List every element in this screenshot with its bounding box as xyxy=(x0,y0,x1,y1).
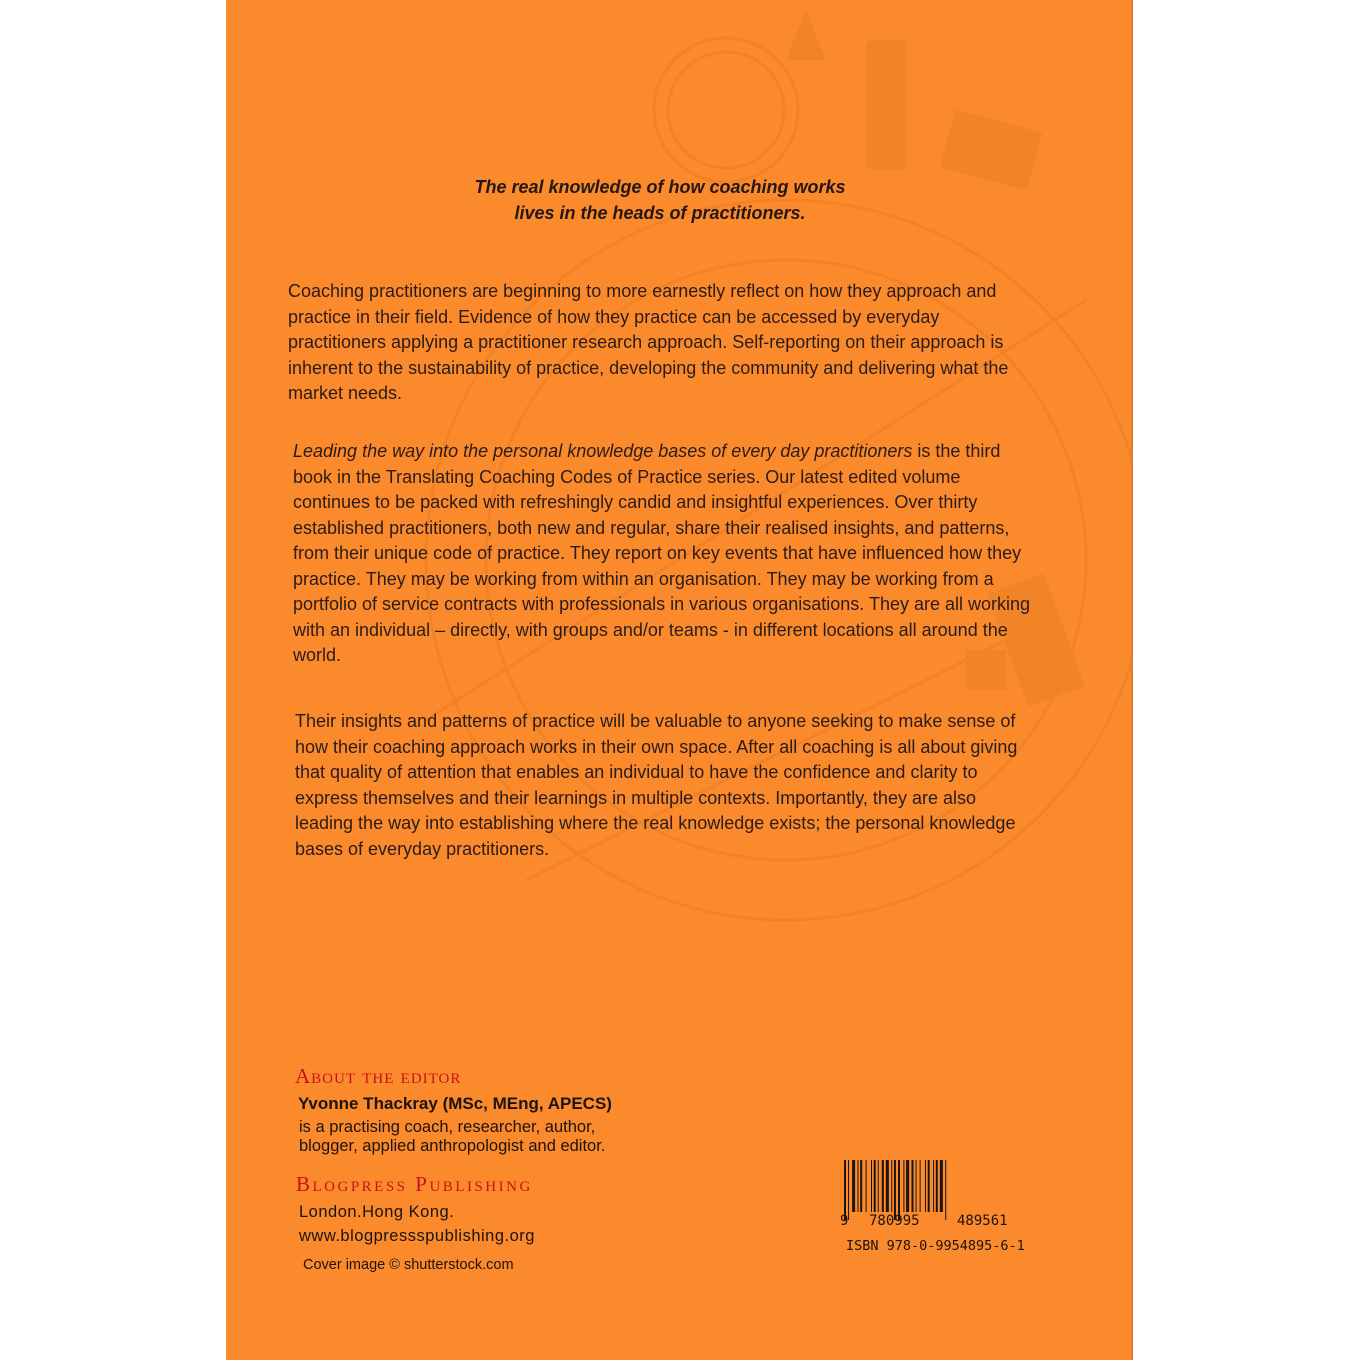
editor-description-line-1: is a practising coach, researcher, author, xyxy=(299,1118,596,1136)
barcode-bar xyxy=(848,1160,849,1220)
barcode-group-2: 489561 xyxy=(957,1213,1008,1229)
barcode-bar xyxy=(858,1160,859,1212)
cover-edge xyxy=(1131,0,1133,1360)
barcode-bar xyxy=(871,1160,872,1212)
barcode-bar xyxy=(945,1160,946,1220)
isbn-number: ISBN 978-0-9954895-6-1 xyxy=(846,1238,1025,1254)
barcode-bar xyxy=(866,1160,867,1212)
barcode-bar xyxy=(936,1160,938,1212)
barcode-lead-digit: 9 xyxy=(840,1213,849,1229)
barcode-bar xyxy=(894,1160,896,1220)
barcode-bar xyxy=(920,1160,921,1212)
barcode-bar xyxy=(916,1160,917,1212)
publisher-cities: London.Hong Kong. xyxy=(299,1203,455,1221)
publisher-name: Blogpress Publishing xyxy=(296,1172,533,1196)
barcode-bar xyxy=(903,1160,904,1212)
body-paragraph-3: Their insights and patterns of practice will be valuable to anyone seeking to make sense of how their coaching approach works in their own space. After all coaching is all about giving that quality of attention that enables an individual to have the confidence and clarity to express themselves and their learnings in multiple contexts. Importantly, they are also leading the way into establishing where the real knowledge exists; the personal knowledge bases of everyday practitioners. xyxy=(295,711,1018,859)
tagline-line-1: The real knowledge of how coaching works xyxy=(474,177,846,197)
barcode-bar xyxy=(860,1160,862,1212)
barcode-bar xyxy=(874,1160,876,1212)
barcode-bar xyxy=(933,1160,934,1212)
barcode-bar xyxy=(928,1160,930,1212)
tagline xyxy=(366,174,954,226)
barcode-bar xyxy=(882,1160,884,1212)
body-paragraph-2 xyxy=(293,439,1033,669)
barcode-bar xyxy=(844,1160,846,1220)
body-paragraph-1: Coaching practitioners are beginning to more earnestly reflect on how they approach and practice in their field. Evidence of how they practice can be accessed by everyday practitioners applying a practitioner research approach. Self-reporting on their approach is inherent to the sustainability of practice, developing the community and delivering what the market needs. xyxy=(288,281,1009,403)
barcode-bar xyxy=(886,1160,889,1212)
barcode-bar xyxy=(898,1160,900,1220)
barcode-bar xyxy=(925,1160,926,1212)
barcode-bar xyxy=(906,1160,909,1212)
barcode-bar xyxy=(891,1160,892,1212)
barcode-bar xyxy=(852,1160,855,1212)
editor-description xyxy=(299,1118,659,1156)
book-back-cover xyxy=(226,0,1133,1360)
editor-name: Yvonne Thackray (MSc, MEng, APECS) xyxy=(298,1094,612,1113)
about-editor-heading: About the editor xyxy=(295,1064,462,1088)
tagline-line-2: lives in the heads of practitioners. xyxy=(514,203,806,223)
cover-image-credit: Cover image © shutterstock.com xyxy=(303,1257,514,1273)
barcode-bar xyxy=(940,1160,943,1212)
editor-description-line-2: blogger, applied anthropologist and editor. xyxy=(299,1137,606,1155)
barcode-group-1: 780995 xyxy=(869,1213,920,1229)
body-paragraph-2-text: is the third book in the Translating Coaching Codes of Practice series. Our latest edited volume continues to be packed with refreshingly candid and insightful experiences. Over thirty established practitioners, both new and regular, share their realised insights, and patterns, from their unique code of practice. They report on key events that have influenced how they practice. They may be working from within an organisation. They may be working from a portfolio of service contracts with professionals in various organisations. They are all working with an individual – directly, with groups and/or teams - in different locations all around the world. xyxy=(293,441,1031,665)
barcode-bar xyxy=(912,1160,914,1212)
barcode-bar xyxy=(878,1160,879,1212)
book-title-italic: Leading the way into the personal knowledge bases of every day practitioners xyxy=(293,441,913,461)
publisher-url: www.blogpressspublishing.org xyxy=(299,1227,535,1245)
